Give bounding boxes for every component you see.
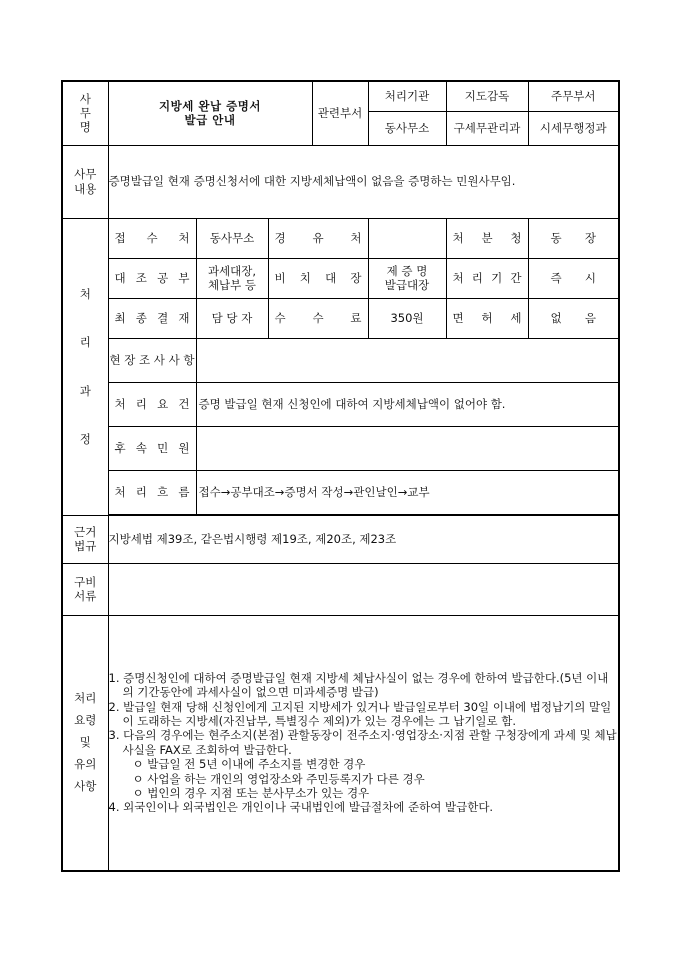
followup-value	[196, 426, 619, 470]
documents-label: 구비 서류	[62, 563, 108, 615]
note-2: 2. 발급일 현재 당해 신청인에게 고지된 지방세가 있거나 발급일로부터 30일 이내에 법정납기의 말일이 도래하는 지방세(자진납부, 특별징수 제외)가 있는 경우에는 그 납기일로 함.	[108, 699, 612, 728]
received-label-text: 접 수 처	[114, 230, 190, 245]
followup-label: 후 속 민 원	[108, 426, 196, 470]
note-3: 3. 다음의 경우에는 현주소지(본점) 관할동장이 전주소지·영업장소·지점 관할 구청장에게 과세 및 체납사실을 FAX로 조회하여 발급한다.	[108, 728, 617, 757]
requirement-label: 처 리 요 건	[108, 382, 196, 426]
title-line2: 발급 안내	[184, 113, 236, 128]
work-content-label: 사무 내용	[62, 145, 108, 218]
onsite-label: 현 장 조 사 사 항	[108, 338, 196, 382]
flow-label: 처 리 흐 름	[108, 470, 196, 514]
col3-header: 주무부서	[528, 81, 619, 111]
note-3a: ㅇ 발급일 전 5년 이내에 주소지를 변경한 경우	[132, 757, 366, 772]
received-value: 동사무소	[196, 218, 268, 258]
col2-value: 구세무관리과	[446, 111, 528, 145]
col1-header: 처리기관	[368, 81, 446, 111]
fee-label: 수 수 료	[268, 298, 368, 338]
license-value: 없 음	[528, 298, 619, 338]
disposition-label: 처 분 청	[446, 218, 528, 258]
flow-value: 접수→공부대조→증명서 작성→관인날인→교부	[196, 470, 619, 514]
process-label: 처 리 과 정	[62, 218, 108, 515]
fee-value: 350원	[368, 298, 446, 338]
period-label: 처 리 기 간	[446, 258, 528, 298]
license-label: 면 허 세	[446, 298, 528, 338]
notes-content	[108, 615, 619, 871]
notes-label: 처리 요령 및 유의 사항	[62, 615, 108, 871]
onsite-value	[196, 338, 619, 382]
col1-value: 동사무소	[368, 111, 446, 145]
form-table	[61, 80, 620, 872]
note-3c: ㅇ 법인의 경우 지점 또는 분사무소가 있는 경우	[132, 785, 370, 800]
period-value: 즉 시	[528, 258, 619, 298]
note-1: 1. 증명신청인에 대하여 증명발급일 현재 지방세 체납사실이 없는 경우에 한하여 발급한다.(5년 이내의 기간동안에 과세사실이 없으면 미과세증명 발급)	[108, 670, 609, 700]
keep-value: 제 증 명 발급대장	[368, 258, 446, 298]
legal-basis-label: 근거 법규	[62, 515, 108, 563]
col3-value: 시세무행정과	[528, 111, 619, 145]
via-value	[368, 218, 446, 258]
via-label: 경 유 처	[268, 218, 368, 258]
compare-label: 대 조 공 부	[108, 258, 196, 298]
note-4: 4. 외국인이나 외국법인은 개인이나 국내법인에 발급절차에 준하여 발급한다.	[108, 800, 494, 815]
section-label: 사 무 명	[62, 81, 108, 145]
keep-label: 비 치 대 장	[268, 258, 368, 298]
related-dept-label: 관련부서	[312, 81, 368, 145]
legal-basis-text: 지방세법 제39조, 같은법시행령 제19조, 제20조, 제23조	[108, 515, 619, 563]
final-value: 담 당 자	[196, 298, 268, 338]
work-content-text: 증명발급일 현재 증명신청서에 대한 지방세체납액이 없음을 증명하는 민원사무임.	[108, 145, 619, 218]
received-label	[108, 218, 196, 258]
compare-value: 과세대장, 체납부 등	[196, 258, 268, 298]
final-label: 최 종 결 재	[108, 298, 196, 338]
requirement-value: 증명 발급일 현재 신청인에 대하여 지방세체납액이 없어야 함.	[196, 382, 619, 426]
disposition-value: 동 장	[528, 218, 619, 258]
page-title	[108, 81, 312, 145]
col2-header: 지도감독	[446, 81, 528, 111]
title-line1: 지방세 완납 증명서	[159, 98, 261, 113]
documents-text	[108, 563, 619, 615]
note-3b: ㅇ 사업을 하는 개인의 영업장소와 주민등록지가 다른 경우	[132, 771, 425, 786]
